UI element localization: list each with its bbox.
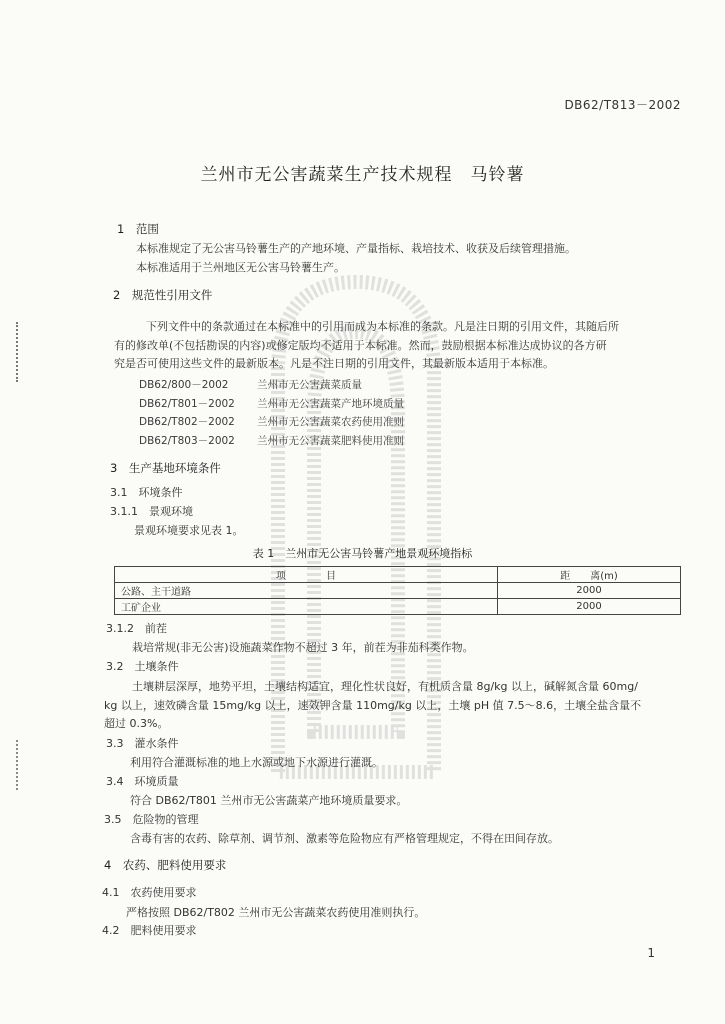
subsection-heading: 3.5 危险物的管理 [104, 813, 199, 826]
reference-name: 兰州市无公害蔬菜产地环境质量 [257, 398, 404, 410]
section-heading: 4 农药、肥料使用要求 [104, 858, 227, 872]
subsection-heading: 3.4 环境质量 [106, 775, 179, 788]
table-row [115, 599, 681, 615]
reference-name: 兰州市无公害蔬菜农药使用准则 [257, 416, 404, 428]
reference-item [139, 433, 404, 448]
document-title: 兰州市无公害蔬菜生产技术规程 马铃薯 [200, 165, 525, 185]
section-heading: 3 生产基地环境条件 [110, 461, 221, 475]
page-number: 1 [647, 946, 655, 960]
reference-code: DB62/T803－2002 [139, 435, 235, 447]
subsection-heading: 3.2 土壤条件 [106, 660, 179, 673]
table-cell: 2000 [498, 583, 681, 599]
section-heading: 1 范围 [117, 222, 159, 236]
paragraph: 下列文件中的条款通过在本标准中的引用而成为本标准的条款。凡是注日期的引用文件，其随后所 [146, 320, 619, 333]
paragraph: 符合 DB62/T801 兰州市无公害蔬菜产地环境质量要求。 [130, 794, 408, 807]
table-cell: 公路、主干道路 [115, 583, 498, 599]
landscape-table [114, 566, 681, 615]
table-cell: 工矿企业 [115, 599, 498, 615]
paragraph: 究是否可使用这些文件的最新版本。凡是不注日期的引用文件，其最新版本适用于本标准。 [114, 357, 554, 370]
table-cell: 2000 [498, 599, 681, 615]
subsection-heading: 3.1 环境条件 [110, 486, 183, 499]
subsection-heading: 3.1.2 前茬 [106, 622, 167, 635]
paragraph: 栽培常规(非无公害)设施蔬菜作物不超过 3 年，前茬为非茄科类作物。 [132, 641, 474, 654]
paragraph: 土壤耕层深厚，地势平坦，土壤结构适宜，理化性状良好，有机质含量 8g/kg 以上，碱解氮含量 60mg/ [132, 680, 638, 693]
reference-item [139, 414, 404, 429]
table-caption: 表 1 兰州市无公害马铃薯产地景观环境指标 [252, 547, 473, 560]
document-id: DB62/T813－2002 [564, 98, 681, 112]
reference-item [139, 377, 362, 392]
reference-item [139, 396, 404, 411]
reference-name: 兰州市无公害蔬菜肥料使用准则 [257, 435, 404, 447]
reference-code: DB62/800－2002 [139, 379, 229, 391]
paragraph: 利用符合灌溉标准的地上水源或地下水源进行灌溉。 [130, 756, 383, 769]
paragraph: 有的修改单(不包括勘误的内容)或修定版均不适用于本标准。然而，鼓励根据本标准达成协议的各方研 [114, 339, 607, 352]
subsection-heading: 3.1.1 景观环境 [110, 505, 193, 518]
scan-margin-marks [16, 322, 26, 382]
table-header-row [115, 567, 681, 583]
reference-code: DB62/T802－2002 [139, 416, 235, 428]
section-heading: 2 规范性引用文件 [113, 288, 213, 302]
table-header: 项 目 [115, 567, 498, 583]
paragraph: 景观环境要求见表 1。 [134, 524, 244, 537]
scan-margin-marks [16, 740, 26, 790]
paragraph: kg 以上，速效磷含量 15mg/kg 以上，速效钾含量 110mg/kg 以上，土壤 pH 值 7.5～8.6，土壤全盐含量不 [104, 699, 642, 712]
subsection-heading: 4.2 肥料使用要求 [102, 924, 197, 937]
paragraph: 本标准规定了无公害马铃薯生产的产地环境、产量指标、栽培技术、收获及后续管理措施。 [136, 242, 576, 255]
paragraph: 本标准适用于兰州地区无公害马铃薯生产。 [136, 261, 345, 274]
table-header: 距 离(m) [498, 567, 681, 583]
subsection-heading: 3.3 灌水条件 [106, 737, 179, 750]
reference-name: 兰州市无公害蔬菜质量 [257, 379, 362, 391]
subsection-heading: 4.1 农药使用要求 [102, 886, 197, 899]
table-row [115, 583, 681, 599]
paragraph: 严格按照 DB62/T802 兰州市无公害蔬菜农药使用准则执行。 [126, 906, 426, 919]
reference-code: DB62/T801－2002 [139, 398, 235, 410]
paragraph: 含毒有害的农药、除草剂、调节剂、激素等危险物应有严格管理规定，不得在田间存放。 [130, 832, 559, 845]
paragraph: 超过 0.3%。 [104, 717, 169, 730]
